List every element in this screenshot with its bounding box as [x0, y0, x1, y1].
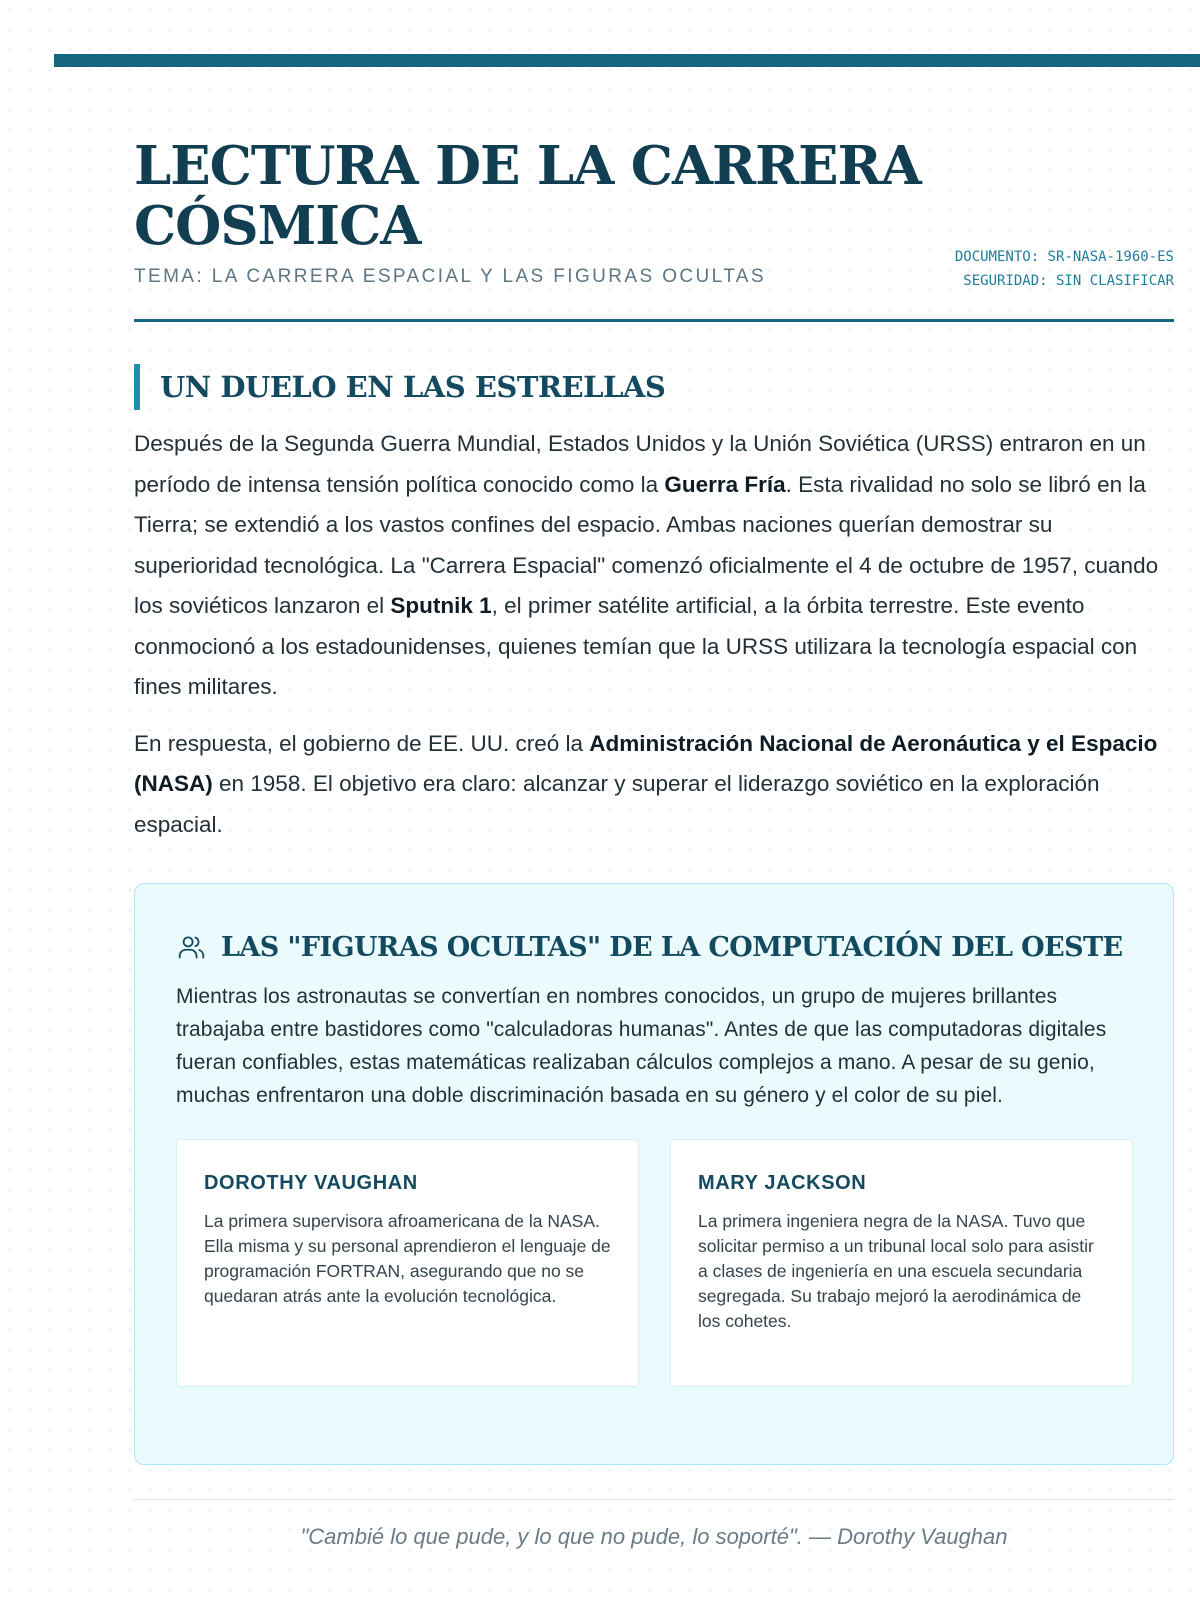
- card-description: La primera supervisora afroamericana de la NASA. Ella misma y su personal aprendieron el lenguaje de programación FORTRAN, asegurando que no se quedaran atrás ante la evolución tecnológica.: [204, 1211, 611, 1306]
- callout-heading: [176, 928, 1133, 966]
- page-subtitle: TEMA: LA CARRERA ESPACIAL Y LAS FIGURAS OCULTAS: [134, 266, 766, 287]
- card-dorothy-vaughan: [176, 1139, 639, 1387]
- card-mary-jackson: [670, 1139, 1133, 1387]
- callout-body: Mientras los astronautas se convertían en nombres conocidos, un grupo de mujeres brillantes trabajaba entre bastidores como "calculadoras humanas". Antes de que las computadoras digitales fueran confiables, estas matemáticas realizaban cálculos complejos a mano. A pesar de su genio, muchas enfrentaron una doble discriminación basada en su género y el color de su piel.: [176, 985, 1107, 1107]
- security-level: SEGURIDAD: SIN CLASIFICAR: [963, 273, 1174, 289]
- nasa-paragraph: [134, 724, 1174, 846]
- title-line-2: CÓSMICA: [134, 195, 421, 257]
- section-heading: UN DUELO EN LAS ESTRELLAS: [134, 364, 1174, 410]
- p1-term-cold-war: Guerra Fría: [664, 471, 786, 497]
- quote-divider: [134, 1499, 1174, 1500]
- p1-text-a: Después de la Segunda Guerra Mundial, Estados Unidos y la Unión Soviética (URSS) entraron en un período de intensa tensión política conocido como la: [134, 431, 1146, 497]
- biography-cards: [176, 1139, 1133, 1387]
- card-name: DOROTHY VAUGHAN: [204, 1172, 418, 1194]
- document-id: DOCUMENTO: SR-NASA-1960-ES: [954, 249, 1174, 265]
- document-header: [134, 136, 1174, 322]
- document-page: [134, 136, 1174, 1550]
- hidden-figures-callout: [134, 883, 1174, 1465]
- p2-term-nasa: Administración Nacional de Aeronáutica y el Espacio (NASA): [134, 730, 1158, 796]
- users-icon: [176, 934, 207, 961]
- document-meta: [955, 245, 1174, 293]
- p2-text-c: en 1958. El objetivo era claro: alcanzar y superar el liderazgo soviético en la exploración espacial.: [134, 771, 1100, 837]
- card-name: MARY JACKSON: [698, 1172, 867, 1194]
- p1-term-sputnik: Sputnik 1: [390, 593, 492, 618]
- card-description: La primera ingeniera negra de la NASA. Tuvo que solicitar permiso a un tribunal local solo para asistir a clases de ingeniería en una escuela secundaria segregada. Su trabajo mejoró la aerodinámica de los cohetes.: [698, 1211, 1094, 1331]
- p1-text-e: , el primer satélite artificial, a la órbita terrestre. Este evento conmocionó a los estadounidenses, quienes temían que la URSS utilizara la tecnología espacial con fines militares.: [134, 593, 1138, 699]
- closing-quote: "Cambié lo que pude, y lo que no pude, lo soporté". — Dorothy Vaughan: [300, 1524, 1008, 1549]
- p1-text-c: . Esta rivalidad no solo se libró en la Tierra; se extendió a los vastos confines del espacio. Ambas naciones querían demostrar su superioridad tecnológica. La "Carrera Espacial" comenzó oficialmente el 4 de octubre de 1957, cuando los soviéticos lanzaron el: [134, 471, 1159, 618]
- page-title: [134, 136, 1174, 256]
- callout-heading-text: LAS "FIGURAS OCULTAS" DE LA COMPUTACIÓN DEL OESTE: [221, 931, 1123, 963]
- p2-text-a: En respuesta, el gobierno de EE. UU. creó la: [134, 730, 590, 756]
- top-accent-bar: [54, 54, 1200, 67]
- title-line-1: LECTURA DE LA CARRERA: [134, 135, 921, 197]
- intro-paragraph: [134, 424, 1174, 708]
